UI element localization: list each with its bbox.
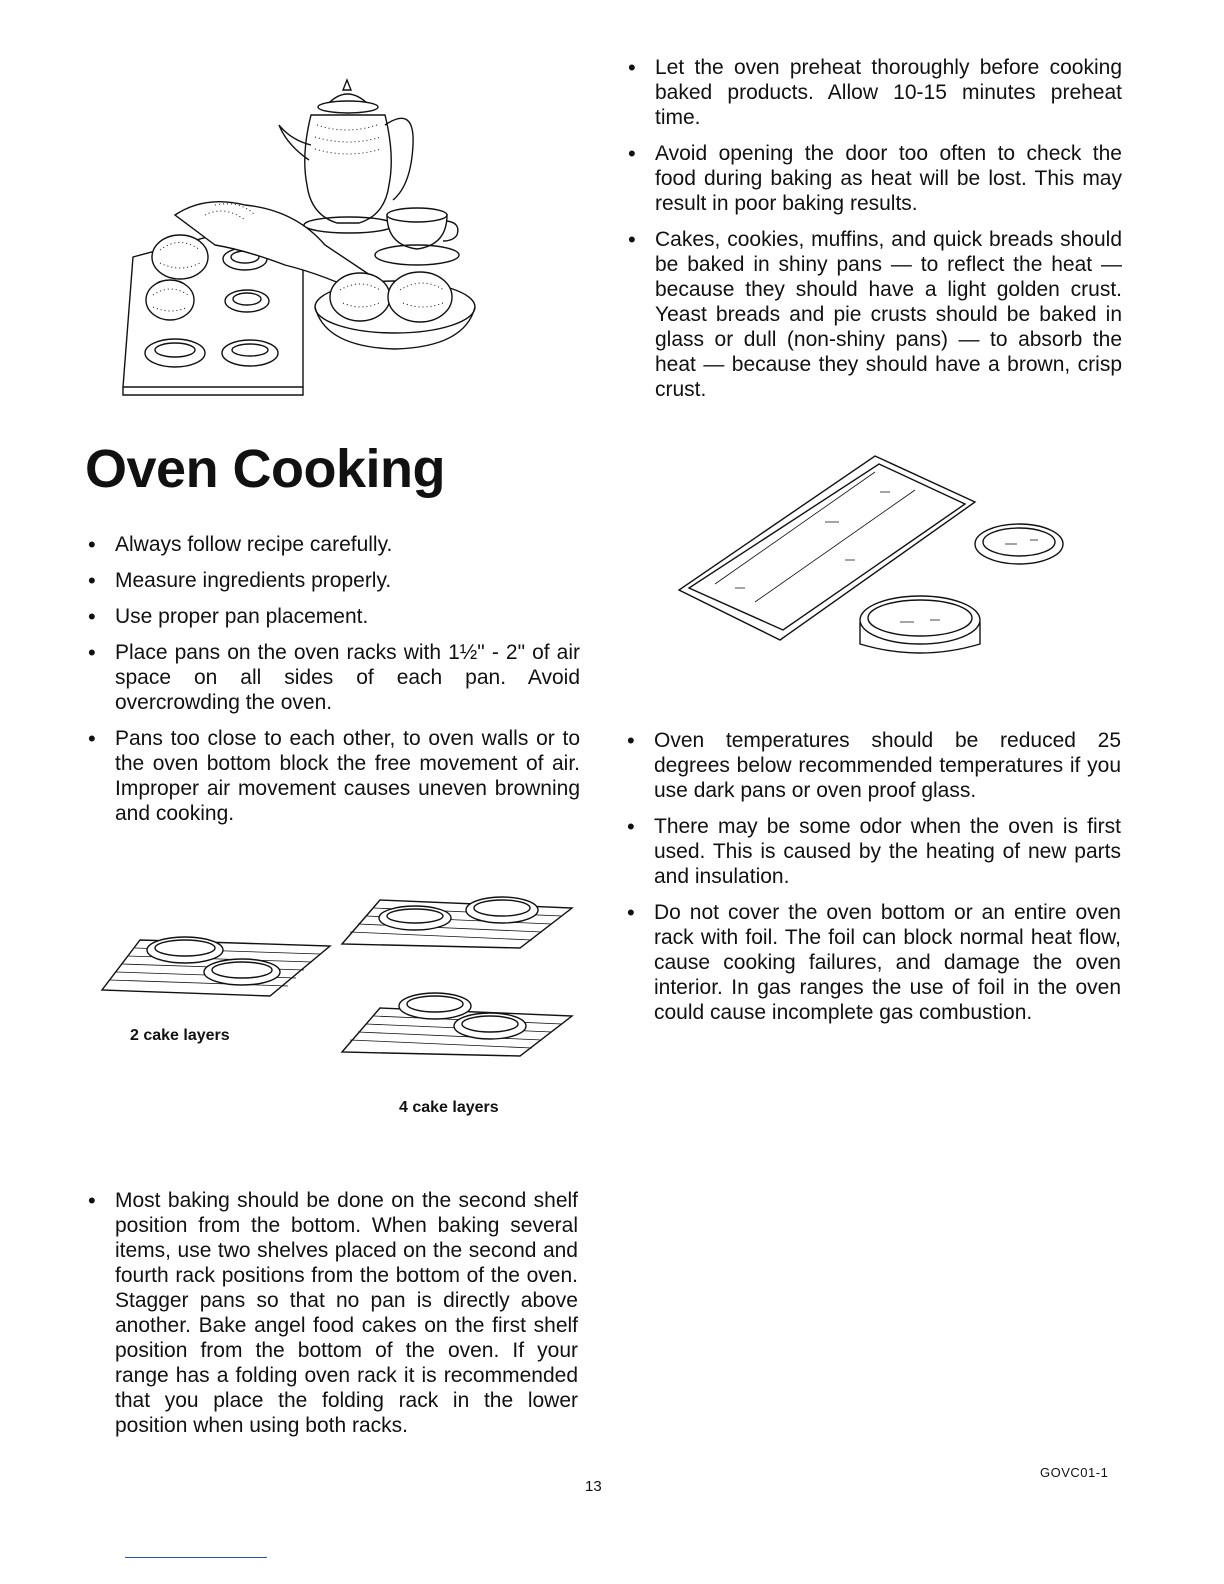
document-code: GOVC01-1 bbox=[1040, 1465, 1109, 1480]
list-item: • Do not cover the oven bottom or an entire oven rack with foil. The foil can block normal heat flow, cause cooking failures, and damage the oven interior. In gas ranges the use of foil in the oven could cause incomplete gas combustion. bbox=[627, 900, 1121, 1025]
page-title: Oven Cooking bbox=[85, 439, 446, 499]
coffee-pot-muffins-illustration bbox=[115, 75, 485, 400]
list-item: • Let the oven preheat thoroughly before cooking baked products. Allow 10-15 minutes preheat time. bbox=[628, 55, 1122, 130]
list-item: • Use proper pan placement. bbox=[88, 604, 580, 629]
two-layer-rack-illustration bbox=[100, 928, 335, 1000]
left-bullet-list bbox=[88, 532, 580, 837]
two-layers-caption: 2 cake layers bbox=[130, 1027, 230, 1044]
bottom-bullet-list bbox=[88, 1188, 578, 1449]
list-item: • Avoid opening the door too often to check the food during baking as heat will be lost. This may result in poor baking results. bbox=[628, 141, 1122, 216]
list-item: • Pans too close to each other, to oven walls or to the oven bottom block the free movement of air. Improper air movement causes uneven browning and cooking. bbox=[88, 726, 580, 826]
list-item: • There may be some odor when the oven is first used. This is caused by the heating of new parts and insulation. bbox=[627, 814, 1121, 889]
list-item: • Cakes, cookies, muffins, and quick breads should be baked in shiny pans — to reflect the heat — because they should have a light golden crust. Yeast breads and pie crusts should be baked in glass or dull (non-shiny pans) — to absorb the heat — because they should have a brown, crisp crust. bbox=[628, 227, 1122, 402]
four-layer-rack-illustration bbox=[340, 890, 575, 1062]
list-item: • Most baking should be done on the second shelf position from the bottom. When baking several items, use two shelves placed on the second and fourth rack positions from the bottom of the oven. Stagger pans so that no pan is directly above another. Bake angel food cakes on the first shelf position from the bottom of the oven. If your range has a folding oven rack it is recommended that you place the folding rack in the lower position when using both racks. bbox=[88, 1188, 578, 1438]
list-item: • Always follow recipe carefully. bbox=[88, 532, 580, 557]
four-layers-caption: 4 cake layers bbox=[399, 1099, 499, 1116]
right-bottom-bullet-list bbox=[627, 728, 1121, 1036]
baking-pans-illustration bbox=[675, 452, 1070, 652]
page-number: 13 bbox=[585, 1478, 602, 1495]
footer-rule bbox=[125, 1557, 267, 1558]
list-item: • Place pans on the oven racks with 1½" - 2" of air space on all sides of each pan. Avoid overcrowding the oven. bbox=[88, 640, 580, 715]
list-item: • Oven temperatures should be reduced 25 degrees below recommended temperatures if you use dark pans or oven proof glass. bbox=[627, 728, 1121, 803]
right-top-bullet-list bbox=[628, 55, 1122, 413]
list-item: • Measure ingredients properly. bbox=[88, 568, 580, 593]
